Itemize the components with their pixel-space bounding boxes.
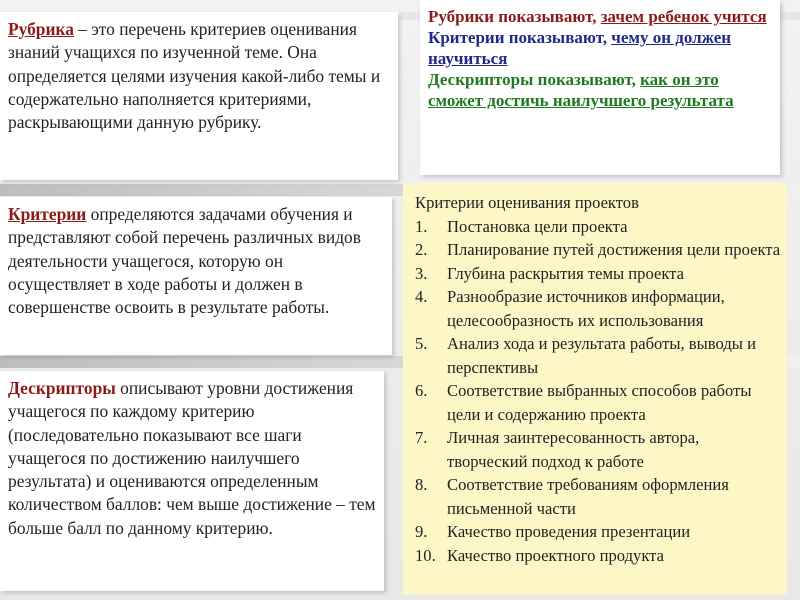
- criteria-list: [415, 215, 781, 568]
- rubric-definition-card: [0, 12, 398, 180]
- descriptors-term: Дескрипторы: [8, 378, 116, 398]
- descriptors-definition-text: описывают уровни достижения учащегося по каждому критерию (последовательно показывают все шаги учащегося по достижению наилучшего результата) и оцениваются определенным количеством баллов: чем выше достижение – тем больше балл по данному критерию.: [8, 378, 376, 538]
- summary-rubrics-prefix: Рубрики показывают,: [428, 7, 601, 26]
- summary-rubrics-line: [428, 6, 772, 27]
- list-item: 2. Планирование путей достижения цели проекта: [415, 240, 781, 259]
- summary-criteria-link: чему он должен научиться: [428, 28, 732, 68]
- list-item: 10. Качество проектного продукта: [415, 545, 665, 565]
- project-criteria-box: [403, 183, 787, 595]
- rubric-term: Рубрика: [8, 19, 74, 39]
- rubric-definition-text: – это перечень критериев оценивания знаний учащихся по изученной теме. Она определяется целями изучения какой-либо темы и содержательно наполняется критериями, раскрывающими данную рубрику.: [8, 19, 381, 133]
- criteria-definition-text: определяются задачами обучения и представляют собой перечень различных видов деятельности учащегося, которую он осуществляет в ходе работы и должен в совершенстве освоить в результате работы.: [8, 204, 361, 318]
- criteria-definition-card: [0, 197, 392, 355]
- summary-descriptors-link: как он это сможет достичь наилучшего результата: [428, 70, 734, 110]
- list-item: 4. Разнообразие источников информации, целесообразность их использования: [415, 287, 725, 330]
- summary-card: [420, 0, 780, 175]
- list-item: 6. Соответствие выбранных способов работы цели и содержанию проекта: [415, 381, 752, 424]
- criteria-list-title: Критерии оценивания проектов: [415, 193, 639, 212]
- summary-rubrics-link: зачем ребенок учится: [600, 7, 767, 26]
- summary-criteria-prefix: Критерии показывают,: [428, 28, 612, 47]
- descriptors-definition-card: [0, 371, 384, 591]
- summary-descriptors-line: [428, 69, 772, 111]
- list-item: 9. Качество проведения презентации: [415, 522, 691, 541]
- list-item: 3. Глубина раскрытия темы проекта: [415, 263, 684, 283]
- summary-descriptors-prefix: Дескрипторы показывают,: [428, 70, 641, 89]
- list-item: 5. Анализ хода и результата работы, выводы и перспективы: [415, 334, 756, 377]
- summary-criteria-line: [428, 27, 772, 69]
- list-item: 1. Постановка цели проекта: [415, 216, 628, 236]
- criteria-term: Критерии: [8, 204, 87, 224]
- list-item: 7. Личная заинтересованность автора, творческий подход к работе: [415, 428, 700, 471]
- list-item: 8. Соответствие требованиям оформления письменной части: [415, 475, 729, 518]
